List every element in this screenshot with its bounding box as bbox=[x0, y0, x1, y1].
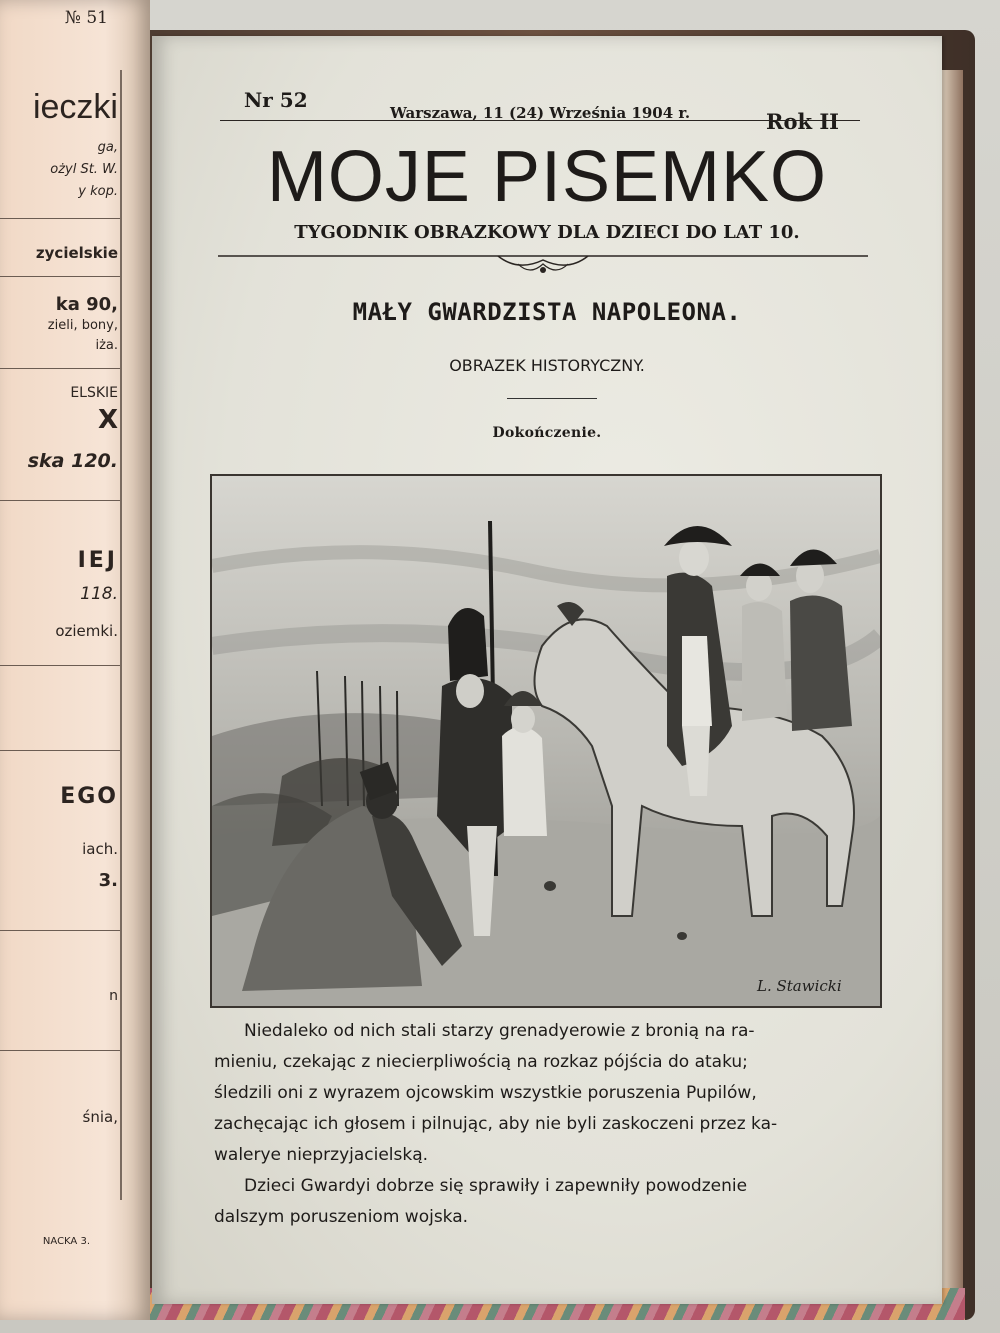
left-page bbox=[0, 0, 150, 1320]
left-page-line: n bbox=[109, 988, 118, 1004]
body-line: Dzieci Gwardyi dobrze się sprawiły i zapewniły powodzenie bbox=[244, 1176, 748, 1196]
body-line: śledzili oni z wyrazem ojcowskim wszystkie poruszenia Pupilów, bbox=[214, 1083, 757, 1103]
short-rule bbox=[507, 398, 597, 399]
left-page-line: X bbox=[97, 405, 118, 435]
artist-signature: L. Stawicki bbox=[757, 977, 842, 995]
story-title: MAŁY GWARDZISTA NAPOLEONA. bbox=[352, 298, 742, 326]
continuation-note: Dokończenie. bbox=[492, 425, 602, 441]
left-page-rule bbox=[0, 665, 120, 666]
left-page-rule bbox=[0, 368, 120, 369]
story-subtitle: OBRAZEK HISTORYCZNY. bbox=[449, 356, 645, 375]
body-line: zachęcając ich głosem i pilnując, aby nie byli zaskoczeni przez ka- bbox=[214, 1114, 778, 1134]
left-page-line: śnia, bbox=[82, 1108, 118, 1126]
left-page-rule bbox=[0, 1050, 120, 1051]
left-page-rule bbox=[0, 276, 120, 277]
left-page-line: EGO bbox=[60, 784, 118, 809]
left-page-line: ska 120. bbox=[27, 450, 118, 472]
place-date: Warszawa, 11 (24) Września 1904 r. bbox=[390, 104, 691, 122]
left-page-line: ieczki bbox=[32, 88, 118, 126]
left-page-number: № 51 bbox=[64, 8, 108, 28]
left-page-line: oziemki. bbox=[55, 622, 118, 640]
left-page-line: ożyl St. W. bbox=[50, 162, 118, 177]
body-line: mieniu, czekając z niecierpliwością na rozkaz pójścia do ataku; bbox=[214, 1052, 748, 1072]
left-page-rule bbox=[0, 930, 120, 931]
left-page-line: iża. bbox=[95, 338, 118, 353]
left-page-line: IEJ bbox=[77, 548, 118, 573]
volume-year: Rok II bbox=[766, 109, 839, 134]
left-page-rule bbox=[0, 500, 120, 501]
body-line: dalszym poruszeniom wojska. bbox=[214, 1207, 469, 1227]
left-page-line: zycielskie bbox=[35, 244, 118, 262]
ornament-rule bbox=[218, 250, 868, 280]
left-page-line: 3. bbox=[98, 870, 118, 891]
issue-number: Nr 52 bbox=[244, 88, 308, 112]
left-page-line: ga, bbox=[97, 140, 118, 155]
body-line: walerye nieprzyjacielską. bbox=[214, 1145, 429, 1165]
left-page-line: ELSKIE bbox=[70, 385, 118, 401]
left-page-line: NACKA 3. bbox=[42, 1236, 90, 1247]
illustration bbox=[210, 474, 882, 1008]
magazine-page bbox=[152, 36, 942, 1304]
left-page-rule bbox=[0, 218, 120, 219]
header-rule bbox=[220, 120, 860, 121]
left-page-line: iach. bbox=[82, 840, 118, 858]
left-page-line: 118. bbox=[80, 584, 118, 604]
left-page-rule bbox=[0, 750, 120, 751]
left-page-line: y kop. bbox=[78, 184, 118, 199]
left-page-line: ka 90, bbox=[55, 294, 118, 315]
masthead-title: MOJE PISEMKO bbox=[266, 137, 828, 217]
left-page-line: zieli, bony, bbox=[47, 318, 118, 333]
body-line: Niedaleko od nich stali starzy grenadyerowie z bronią na ra- bbox=[244, 1021, 755, 1041]
masthead-subtitle: TYGODNIK OBRAZKOWY DLA DZIECI DO LAT 10. bbox=[294, 222, 800, 243]
engraving-napoleon-guard bbox=[212, 476, 880, 1006]
